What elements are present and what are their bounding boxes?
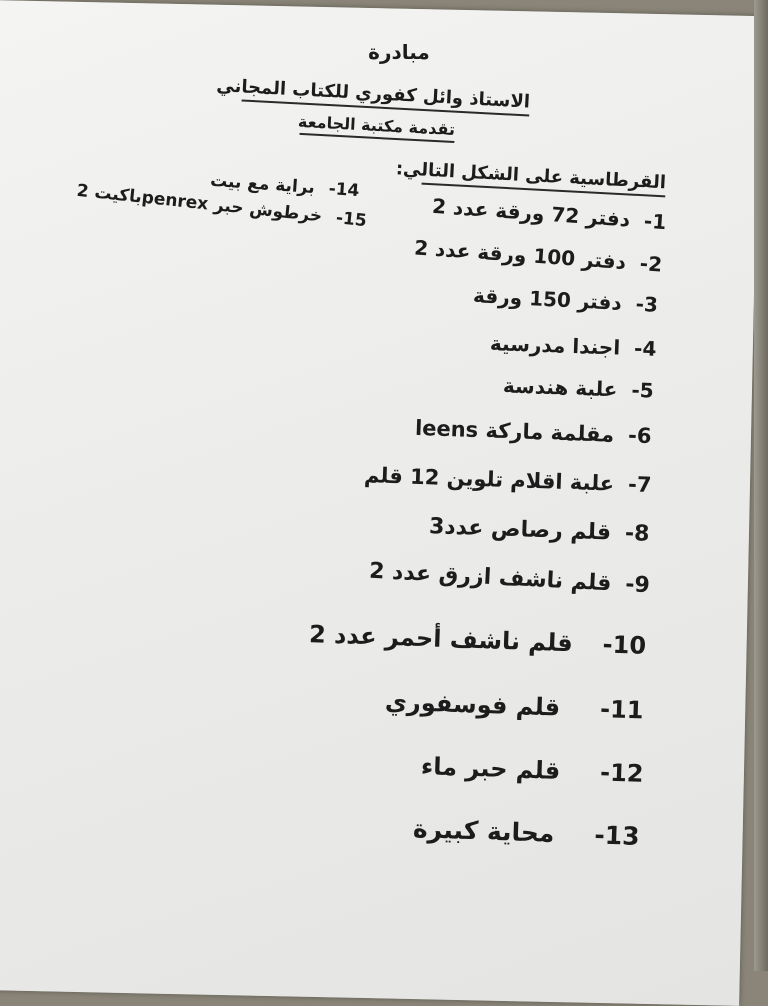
item-number: 12-	[600, 758, 645, 788]
item-number: 3-	[635, 291, 659, 317]
item-number: 6-	[628, 423, 653, 449]
background-edge	[754, 0, 768, 971]
item-text: قلم رصاص عدد3	[429, 514, 612, 546]
item-text: خرطوش حبر penrexباكيت 2	[75, 180, 324, 227]
item-number: 7-	[628, 472, 653, 498]
item-text: اجندا مدرسية	[489, 331, 621, 360]
item-number: 1-	[642, 208, 667, 235]
item-number: 4-	[633, 336, 657, 361]
item-text: دفتر 100 ورقة عدد 2	[413, 235, 627, 275]
item-text: قلم ناشف ازرق عدد 2	[368, 558, 613, 597]
list-heading: القرطاسية على الشكل التالي:	[422, 160, 667, 198]
item-number: 11-	[600, 695, 645, 725]
header-presented-by: تقدمة مكتبة الجامعة	[300, 112, 456, 143]
item-number: 13-	[594, 820, 641, 851]
item-text: علبة اقلام تلوين 12 قلم	[364, 462, 616, 496]
item-text: براية مع بيت	[209, 170, 316, 199]
header-title: مبادرة	[368, 40, 430, 64]
item-text: قلم فوسفوري	[385, 687, 562, 722]
item-text: دفتر 150 ورقة	[472, 283, 623, 315]
item-number: 14-	[327, 179, 361, 202]
item-number: 8-	[625, 521, 651, 547]
item-text: محاية كبيرة	[412, 814, 556, 848]
item-text: دفتر 72 ورقة عدد 2	[430, 193, 631, 232]
item-number: 9-	[624, 572, 651, 599]
item-number: 15-	[334, 208, 368, 232]
header-subtitle: الاستاذ وائل كفوري للكتاب المجاني	[242, 76, 531, 116]
item-number: 5-	[631, 377, 655, 403]
item-text: علبة هندسة	[502, 373, 619, 402]
item-number: 10-	[602, 630, 647, 660]
item-number: 2-	[638, 251, 663, 277]
item-text: قلم حبر ماء	[420, 752, 562, 785]
item-text: قلم ناشف أحمر عدد 2	[308, 620, 574, 658]
item-text: مقلمة ماركة leens	[415, 415, 616, 447]
